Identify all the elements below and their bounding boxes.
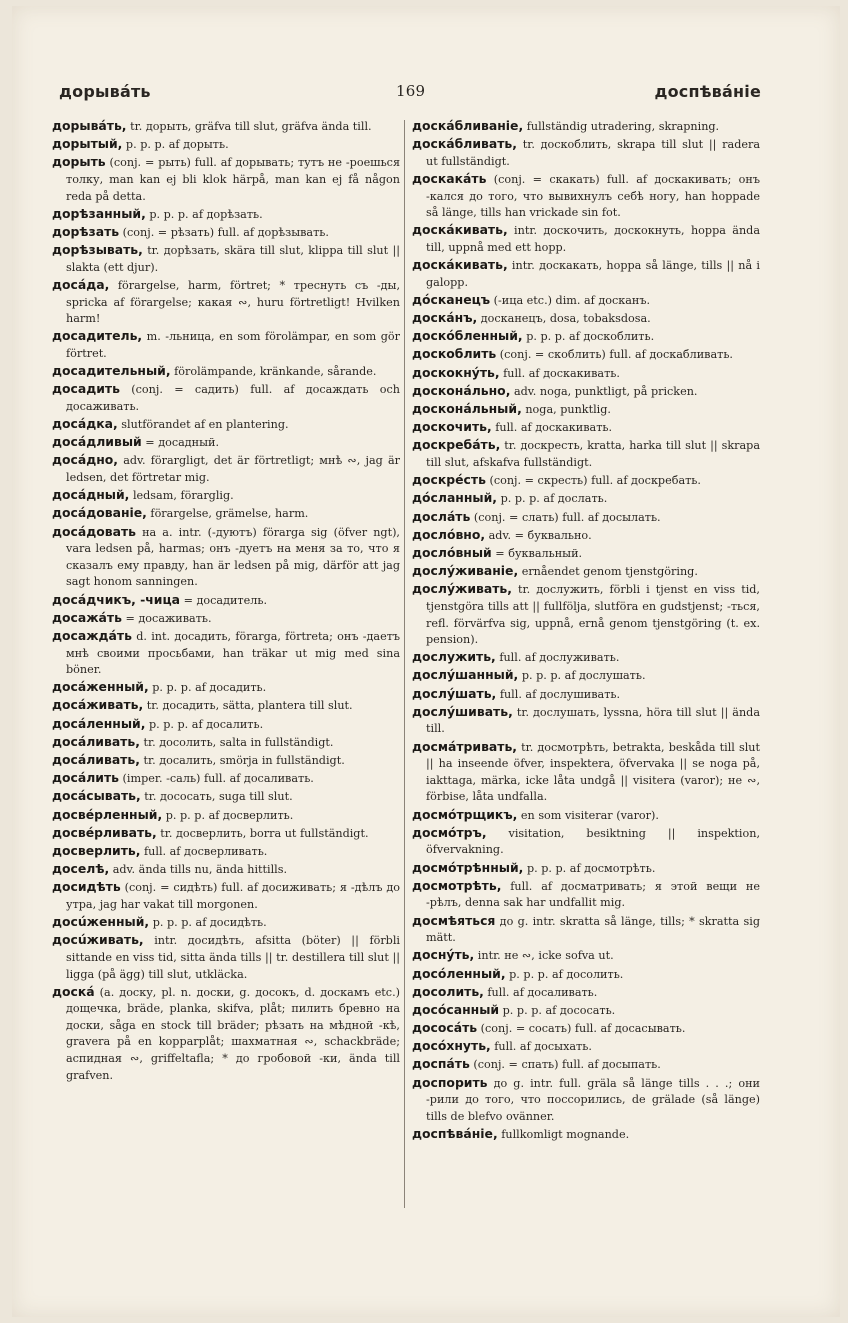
entry-headword: досаждáть xyxy=(52,627,132,643)
entry-headword: доспорить xyxy=(412,1074,488,1090)
entry-headword: досмотрѣть, xyxy=(412,877,502,893)
entry-headword: дорѣзать xyxy=(52,223,120,239)
dictionary-entry xyxy=(52,452,400,486)
entry-headword: досóсанный xyxy=(412,1001,500,1017)
column-divider xyxy=(404,120,405,1208)
entry-definition: tr. досверлить, borra ut fullständigt. xyxy=(156,826,369,840)
dictionary-entry xyxy=(52,363,400,381)
entry-headword: доскá xyxy=(52,983,95,999)
entry-definition: (conj. = скоблить) full. af доскабливать. xyxy=(496,348,733,362)
entry-definition: tr. доскоблить, skrapa till slut || radera ut fullständigt. xyxy=(426,138,760,168)
entry-definition: до g. intr. full. gräla så länge tills . . .; они -рили до того, что поссорились, de grälade (så länge) tills de blefvo ovänner. xyxy=(426,1076,760,1123)
dictionary-entry xyxy=(52,679,400,697)
entry-definition: (conj. = спать) full. af досыпать. xyxy=(469,1058,661,1072)
entry-headword: досконáльный, xyxy=(412,401,522,417)
entry-definition: (a. доску, pl. n. доски, g. досокъ, d. доскамъ etc.) дощечка, bräde, planka, skifva, plåt; пилить бревно на доски, såga en stock till bräder; рѣзать на мѣдной -кѣ, gravera på en kopparplåt; шахматная ∾, schackbräde; аспидная ∾, griffeltafla; * до гробовой -ки, ända till grafven. xyxy=(66,985,400,1082)
dictionary-entry xyxy=(412,292,760,310)
entry-headword: досажáть xyxy=(52,609,122,625)
entry-headword: досконáльно, xyxy=(412,382,511,398)
entry-definition: досканецъ, dosa, tobaksdosa. xyxy=(477,312,651,326)
entry-definition: adv. = буквально. xyxy=(485,528,592,542)
dictionary-entry xyxy=(52,628,400,679)
dictionary-entry xyxy=(412,419,760,437)
entry-headword: дорыть xyxy=(52,154,106,170)
entry-definition: intr. доскочить, доскокнуть, hoppa ända till, uppnå med ett hopp. xyxy=(426,224,760,254)
entry-definition: full. af досматривать; я этой вещи не -рѣлъ, denna sak har undfallit mig. xyxy=(426,879,760,910)
entry-headword: доскочить, xyxy=(412,419,492,435)
dictionary-entry xyxy=(52,277,400,328)
dictionary-entry xyxy=(52,861,400,879)
entry-headword: доскокнýть, xyxy=(412,364,500,380)
entry-headword: дослужить, xyxy=(412,649,496,665)
entry-definition: tr. досолить, salta in fullständigt. xyxy=(139,735,334,749)
dictionary-entry xyxy=(412,1075,760,1126)
entry-definition: full. af доскакивать. xyxy=(499,366,620,380)
entry-headword: досáживать, xyxy=(52,697,144,713)
entry-headword: доснýть, xyxy=(412,947,475,963)
entry-definition: (conj. = садить) full. af досаждать och досаживать. xyxy=(66,383,400,413)
entry-headword: дорѣзывать, xyxy=(52,242,143,258)
entry-definition: (conj. = скакать) full. af доскакивать; онъ -кался до того, что вывихнулъ себѣ ногу, han hoppade så länge, tills han vrickade sin fot. xyxy=(426,172,760,220)
dictionary-entry xyxy=(412,686,760,704)
dictionary-entry xyxy=(52,524,400,591)
dictionary-entry xyxy=(412,527,760,545)
entry-headword: дорытый, xyxy=(52,136,123,152)
entry-definition: tr. досалить, smörja in fullständigt. xyxy=(139,754,345,768)
entry-definition: = досадитель. xyxy=(180,593,268,607)
dictionary-entry xyxy=(412,1126,760,1144)
entry-definition: förargelse, harm, förtret; * треснуть съ -ды, spricka af förargelse; какая ∾, huru förtretligt! Hvilken harm! xyxy=(66,278,400,326)
entry-definition: tr. дососать, suga till slut. xyxy=(140,790,293,804)
dictionary-entry xyxy=(52,487,400,505)
entry-definition: ledsam, förarglig. xyxy=(129,489,234,503)
dictionary-entry xyxy=(412,913,760,947)
entry-headword: досáженный, xyxy=(52,679,149,695)
entry-definition: = досадный. xyxy=(141,436,220,450)
entry-headword: дослýживать, xyxy=(412,581,512,597)
entry-headword: досáдный, xyxy=(52,487,130,503)
dictionary-entry xyxy=(412,739,760,806)
entry-headword: досáливать, xyxy=(52,733,140,749)
dictionary-entry xyxy=(412,947,760,965)
entry-definition: intr. не ∾, icke sofva ut. xyxy=(474,949,614,963)
entry-headword: доскакáть xyxy=(412,170,487,186)
entry-headword: досáдовать xyxy=(52,523,136,539)
dictionary-entry xyxy=(412,545,760,563)
entry-headword: досáдно, xyxy=(52,452,119,468)
entry-headword: доскрéсть xyxy=(412,472,486,488)
entry-definition: fullständig utradering, skrapning. xyxy=(523,120,720,133)
dictionary-entry xyxy=(52,770,400,788)
entry-definition: förolämpande, kränkande, sårande. xyxy=(170,365,377,379)
entry-definition: (conj. = скресть) full. af доскребать. xyxy=(485,474,701,488)
entry-definition: slutförandet af en plantering. xyxy=(117,418,289,432)
entry-definition: p. p. p. af дососать. xyxy=(499,1003,616,1017)
entry-headword: доскáкивать, xyxy=(412,257,508,273)
entry-headword: доспѣвáніе, xyxy=(412,1126,498,1141)
dictionary-entry xyxy=(412,365,760,383)
dictionary-entry xyxy=(412,437,760,471)
entry-definition: tr. дослушать, lyssna, höra till slut || ända till. xyxy=(426,705,760,736)
entry-headword: дослýшанный, xyxy=(412,667,519,683)
dictionary-entry xyxy=(52,118,400,136)
entry-definition: p. p. p. af дослать. xyxy=(497,492,608,506)
entry-headword: дослáть xyxy=(412,508,471,524)
entry-headword: дослóвно, xyxy=(412,526,486,542)
entry-headword: доскоблить xyxy=(412,346,497,362)
entry-definition: (conj. = рыть) full. af дорывать; тутъ не -роешься толку, man kan ej bli klok härpå, man kan ej få någon reda på detta. xyxy=(66,156,400,203)
entry-definition: tr. дорѣзать, skära till slut, klippa till slut || slakta (ett djur). xyxy=(66,244,400,274)
dictionary-entry xyxy=(412,984,760,1002)
entry-definition: p. p. p. af досолить. xyxy=(505,967,624,981)
dictionary-entry xyxy=(52,434,400,452)
entry-headword: досáсывать, xyxy=(52,788,141,804)
entry-headword: досáдливый xyxy=(52,434,142,450)
header-guide-word-right: доспѣвáніе xyxy=(654,82,761,101)
header-guide-word-left: дорывáть xyxy=(59,82,151,101)
dictionary-entry xyxy=(52,592,400,610)
entry-headword: доскребáть, xyxy=(412,437,501,453)
dictionary-entry xyxy=(412,310,760,328)
dictionary-entry xyxy=(412,1020,760,1038)
entry-headword: дóсканецъ xyxy=(412,291,491,307)
entry-definition: adv. förargligt, det är förtretligt; мнѣ ∾, jag är ledsen, det förtretar mig. xyxy=(66,454,400,484)
dictionary-entry xyxy=(52,328,400,362)
entry-definition: en som visiterar (varor). xyxy=(517,808,659,822)
entry-definition: на a. intr. (-дуютъ) förarga sig (öfver ngt), vara ledsen på, harmas; онъ -дуетъ на меня за то, что я сказалъ ему правду, han är ledsen på mig, därför att jag sagt honom sanningen. xyxy=(66,525,400,589)
dictionary-entry xyxy=(52,825,400,843)
dictionary-entry xyxy=(412,1056,760,1074)
entry-headword: дорывáть, xyxy=(52,118,127,133)
dictionary-entry xyxy=(412,383,760,401)
entry-definition: p. p. p. af досидѣть. xyxy=(149,916,267,930)
entry-definition: p. p. p. af дорыть. xyxy=(122,138,229,152)
entry-headword: доскáнъ, xyxy=(412,310,478,326)
dictionary-entry xyxy=(52,206,400,224)
entry-definition: tr. дослужить, förbli i tjenst en viss tid, tjenstgöra tills att || fullfölja, slutföra en gudstjenst; -ться, refl. förvärfva sig, uppnå, ernå genom tjenstgöring (t. ex. pension). xyxy=(426,583,760,647)
dictionary-entry xyxy=(412,581,760,648)
entry-definition: p. p. p. af досверлить. xyxy=(162,808,294,822)
entry-headword: досмóтръ, xyxy=(412,824,487,840)
entry-definition: förargelse, grämelse, harm. xyxy=(146,507,309,521)
entry-definition: visitation, besiktning || inspektion, öfvervakning. xyxy=(426,826,760,857)
entry-headword: дослýживаніе, xyxy=(412,563,519,579)
entry-definition: (conj. = рѣзать) full. af дорѣзывать. xyxy=(119,225,329,239)
dictionary-entry xyxy=(412,704,760,738)
dictionary-entry xyxy=(52,734,400,752)
dictionary-entry xyxy=(412,346,760,364)
entry-definition: (conj. = сидѣть) full. af досиживать; я -дѣлъ до утра, jag har vakat till morgonen. xyxy=(66,881,400,911)
entry-definition: p. p. p. af дослушать. xyxy=(518,669,646,683)
dictionary-entry xyxy=(52,224,400,242)
entry-definition: tr. досадить, sätta, plantera till slut. xyxy=(143,699,353,713)
dictionary-entry xyxy=(52,984,400,1085)
dictionary-entry xyxy=(412,136,760,170)
dictionary-entry xyxy=(412,472,760,490)
entry-headword: досверлить, xyxy=(52,842,141,858)
entry-definition: noga, punktlig. xyxy=(521,403,611,417)
dictionary-entry xyxy=(412,667,760,685)
dictionary-entry xyxy=(52,381,400,415)
dictionary-entry xyxy=(52,932,400,983)
entry-headword: досáдчикъ, -чица xyxy=(52,591,181,607)
entry-definition: (-ица etc.) dim. af досканъ. xyxy=(490,293,651,307)
entry-headword: досмáтривать, xyxy=(412,738,518,754)
page-number: 169 xyxy=(396,82,426,100)
entry-headword: дóсланный, xyxy=(412,490,498,506)
dictionary-entry xyxy=(52,136,400,154)
dictionary-entry xyxy=(52,752,400,770)
right-column xyxy=(412,118,760,1144)
dictionary-entry xyxy=(52,914,400,932)
entry-headword: досáда, xyxy=(52,276,110,292)
entry-headword: досúживать, xyxy=(52,932,144,948)
dictionary-entry xyxy=(412,257,760,291)
dictionary-entry xyxy=(412,966,760,984)
entry-definition: full. af досыхать. xyxy=(490,1040,592,1054)
dictionary-entry xyxy=(412,328,760,346)
entry-headword: дослýшать, xyxy=(412,685,497,701)
entry-definition: full. af дослуживать. xyxy=(495,651,620,665)
entry-headword: досмóтрщикъ, xyxy=(412,806,518,822)
entry-headword: досвéрленный, xyxy=(52,806,163,822)
dictionary-entry xyxy=(412,649,760,667)
entry-headword: доселѣ, xyxy=(52,861,110,877)
entry-headword: досвéрливать, xyxy=(52,824,157,840)
dictionary-entry xyxy=(412,222,760,256)
dictionary-entry xyxy=(412,825,760,859)
dictionary-entry xyxy=(412,509,760,527)
dictionary-entry xyxy=(52,788,400,806)
entry-definition: tr. доскресть, kratta, harka till slut || skrapa till slut, afskafva fullständigt. xyxy=(426,439,760,469)
entry-headword: доскóбленный, xyxy=(412,328,523,344)
entry-headword: досидѣть xyxy=(52,879,121,895)
dictionary-entry xyxy=(412,401,760,419)
entry-headword: досмѣяться xyxy=(412,912,496,928)
entry-headword: доскáбливать, xyxy=(412,136,517,152)
entry-headword: досúженный, xyxy=(52,914,150,930)
entry-headword: доскáкивать, xyxy=(412,222,508,238)
dictionary-entry xyxy=(52,843,400,861)
dictionary-entry xyxy=(412,171,760,222)
entry-definition: tr. досмотрѣть, betrakta, beskåda till slut || ha inseende öfver, inspektera, öfvervaka || se noga på, iakttaga, märka, icke låta undgå || visitera (varor); не ∾, förbise, låta undfalla. xyxy=(426,740,760,804)
entry-definition: = буквальный. xyxy=(491,546,583,560)
entry-definition: p. p. p. af дорѣзать. xyxy=(145,207,263,221)
entry-definition: (imper. -саль) full. af досаливать. xyxy=(119,772,314,786)
dictionary-entry xyxy=(52,610,400,628)
dictionary-entry xyxy=(52,807,400,825)
entry-headword: досóхнуть, xyxy=(412,1038,491,1054)
left-column xyxy=(52,118,400,1085)
entry-definition: = досаживать. xyxy=(121,611,212,625)
dictionary-entry xyxy=(52,697,400,715)
entry-definition: intr. досидѣть, afsitta (böter) || förbli sittande en viss tid, sitta ända tills || tr. destillera till slut || ligga (på ägg) till slut, utkläcka. xyxy=(66,934,400,981)
entry-definition: intr. доскакать, hoppa så länge, tills || nå i galopp. xyxy=(426,259,760,289)
entry-headword: доскáбливаніе, xyxy=(412,118,524,133)
dictionary-entry xyxy=(52,505,400,523)
entry-definition: p. p. p. af доскоблить. xyxy=(522,330,655,344)
entry-definition: до g. intr. skratta så länge, tills; * skratta sig mätt. xyxy=(426,914,760,945)
entry-definition: (conj. = сосать) full. af досасывать. xyxy=(477,1022,686,1036)
entry-headword: досадитель, xyxy=(52,328,143,344)
dictionary-entry xyxy=(412,1038,760,1056)
dictionary-entry xyxy=(412,118,760,136)
entry-definition: (conj. = слать) full. af досылать. xyxy=(470,510,661,524)
entry-definition: p. p. p. af досалить. xyxy=(145,717,264,731)
entry-headword: досáливать, xyxy=(52,752,140,768)
dictionary-entry xyxy=(52,242,400,276)
entry-headword: дослýшивать, xyxy=(412,703,513,719)
dictionary-entry xyxy=(412,860,760,878)
entry-definition: full. af досверливать. xyxy=(140,844,268,858)
dictionary-entry xyxy=(52,879,400,913)
entry-headword: досóленный, xyxy=(412,965,506,981)
dictionary-entry xyxy=(52,154,400,205)
entry-headword: досолить, xyxy=(412,983,484,999)
dictionary-entry xyxy=(52,716,400,734)
entry-definition: full. af дослушивать. xyxy=(496,687,621,701)
entry-headword: досáленный, xyxy=(52,715,146,731)
entry-headword: доспáть xyxy=(412,1056,470,1072)
entry-definition: tr. дорыть, gräfva till slut, gräfva ända till. xyxy=(126,120,372,133)
entry-definition: adv. ända tills nu, ända hittills. xyxy=(109,863,288,877)
entry-headword: досмóтрѣнный, xyxy=(412,859,524,875)
dictionary-entry xyxy=(52,416,400,434)
dictionary-entry xyxy=(412,878,760,912)
entry-definition: adv. noga, punktligt, på pricken. xyxy=(510,384,698,398)
entry-headword: дослóвный xyxy=(412,544,492,560)
entry-definition: full. af досаливать. xyxy=(483,985,598,999)
dictionary-entry xyxy=(412,1002,760,1020)
entry-definition: full. af доскакивать. xyxy=(491,421,613,435)
entry-headword: дососáть xyxy=(412,1020,478,1036)
dictionary-entry xyxy=(412,563,760,581)
dictionary-entry xyxy=(412,490,760,508)
entry-headword: дорѣзанный, xyxy=(52,205,146,221)
entry-definition: d. int. досадить, förarga, förtreta; онъ -даетъ мнѣ своими просьбами, han träkar ut mig med sina böner. xyxy=(66,629,400,677)
entry-headword: досáдка, xyxy=(52,416,118,432)
entry-headword: досáлить xyxy=(52,770,119,786)
entry-headword: досадительный, xyxy=(52,363,171,379)
entry-definition: fullkomligt mognande. xyxy=(497,1128,630,1141)
dictionary-entry xyxy=(412,807,760,825)
entry-definition: ernåendet genom tjenstgöring. xyxy=(518,565,698,579)
entry-headword: досáдованіе, xyxy=(52,505,147,521)
entry-headword: досадить xyxy=(52,381,120,397)
entry-definition: p. p. p. af досадить. xyxy=(148,681,267,695)
entry-definition: m. -льница, en som förolämpar, en som gör förtret. xyxy=(66,330,400,360)
entry-definition: p. p. p. af досмотрѣть. xyxy=(523,861,656,875)
